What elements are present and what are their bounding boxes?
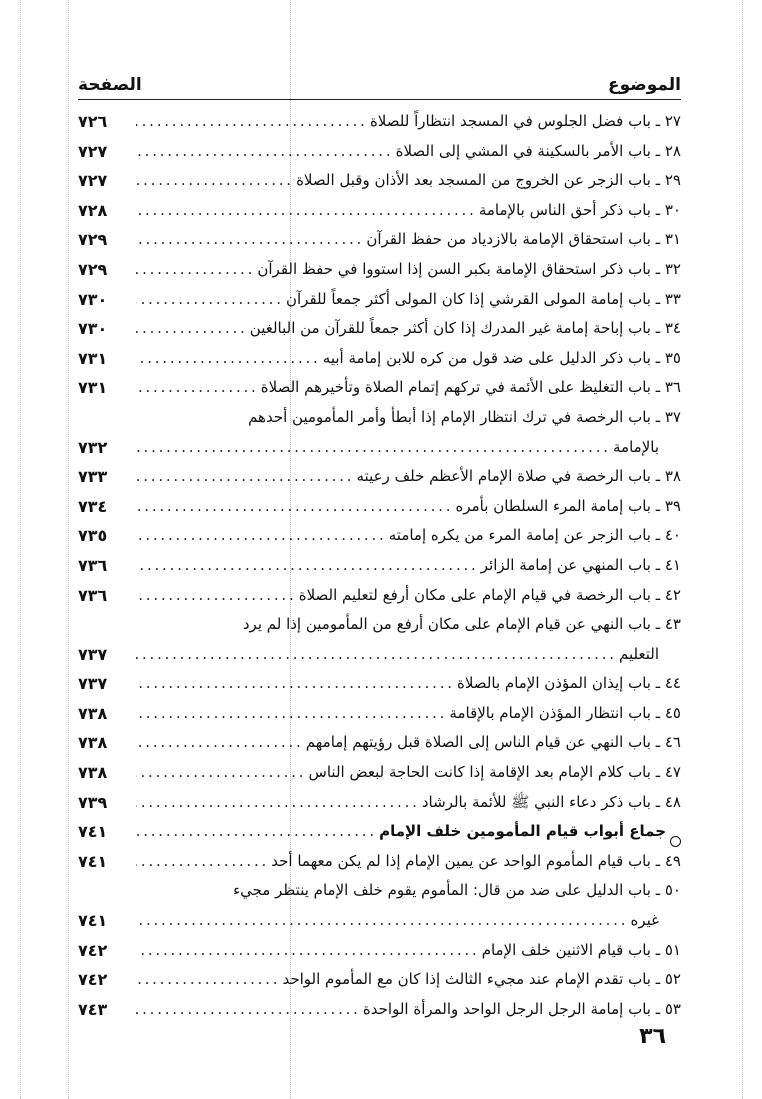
scan-artifact-line — [68, 0, 69, 1099]
toc-entry — [78, 788, 681, 818]
dot-leader — [136, 225, 360, 255]
toc-entry-page: ٧٢٧ — [78, 171, 108, 191]
dot-leader — [136, 462, 351, 492]
toc-entry — [78, 492, 681, 522]
dot-leader — [136, 640, 613, 670]
toc-entry-title: ٤٧ ـ باب كلام الإمام بعد الإقامة إذا كانت الحاجة لبعض الناس — [308, 763, 681, 782]
dot-leader — [136, 847, 265, 877]
toc-entry-title: ٣٤ ـ باب إباحة إمامة غير المدرك إذا كان أكثر جمعاً للقرآن من البالغين — [249, 319, 681, 338]
toc-entry — [78, 255, 681, 285]
toc-entry — [78, 344, 681, 374]
toc-entry — [78, 166, 681, 196]
dot-leader — [136, 581, 293, 611]
toc-entry-page: ٧٤٢ — [78, 940, 108, 960]
toc-entry-page: ٧٢٧ — [78, 141, 108, 161]
toc-entry — [78, 936, 681, 966]
dot-leader — [136, 906, 624, 936]
toc-entry-title: ٤٩ ـ باب قيام المأموم الواحد عن يمين الإمام إذا لم يكن معهما أحد — [271, 851, 681, 870]
toc-entry — [78, 995, 681, 1025]
toc-entry-title: بالإمامة — [613, 437, 659, 456]
circle-bullet-icon — [670, 836, 681, 847]
toc-entry — [78, 373, 681, 403]
dot-leader — [136, 137, 390, 167]
toc-entry — [78, 521, 681, 551]
toc-entry — [78, 640, 681, 670]
toc-entry-title: ٣١ ـ باب استحقاق الإمامة بالازدياد من حفظ القرآن — [366, 230, 681, 249]
dot-leader — [136, 255, 251, 285]
toc-entry — [78, 758, 681, 788]
toc-entry-title: ٣٦ ـ باب التغليظ على الأئمة في تركهم إتمام الصلاة وتأخيرهم الصلاة — [260, 378, 681, 397]
toc-entry — [78, 906, 681, 936]
toc-entry-page: ٧٣٠ — [78, 319, 108, 339]
toc-entry-title: ٤٦ ـ باب النهي عن قيام الناس إلى الصلاة قبل رؤيتهم إمامهم — [305, 733, 681, 752]
toc-entry-title: ٤٠ ـ باب الزجر عن إمامة المرء من يكره إمامته — [388, 526, 681, 545]
toc-entry-page: ٧٣٣ — [78, 467, 108, 487]
dot-leader — [136, 285, 280, 315]
dot-leader — [136, 936, 476, 966]
toc-entry-page: ٧٤١ — [78, 851, 108, 871]
dot-leader — [136, 314, 244, 344]
toc-entry-page: ٧٤١ — [78, 911, 108, 931]
toc-entry-title: غيره — [630, 911, 659, 930]
toc-entry — [78, 196, 681, 226]
toc-entry — [78, 669, 681, 699]
toc-entry — [78, 876, 681, 906]
toc-entry-title: التعليم — [619, 644, 659, 663]
table-of-contents — [78, 107, 681, 1024]
toc-entry-title: ٥٢ ـ باب تقدم الإمام عند مجيء الثالث إذا كان مع المأموم الواحد — [282, 970, 681, 989]
dot-leader — [136, 492, 450, 522]
toc-entry-title: ٣٨ ـ باب الرخصة في صلاة الإمام الأعظم خلف رعيته — [356, 467, 681, 486]
toc-entry — [78, 462, 681, 492]
toc-header — [78, 62, 681, 100]
toc-entry — [78, 225, 681, 255]
toc-entry-page: ٧٣٧ — [78, 674, 108, 694]
dot-leader — [136, 373, 255, 403]
dot-leader — [136, 788, 416, 818]
toc-entry-page: ٧٣٥ — [78, 526, 108, 546]
toc-entry-page: ٧٣٧ — [78, 644, 108, 664]
toc-entry — [78, 847, 681, 877]
toc-entry-title: ٢٨ ـ باب الأمر بالسكينة في المشي إلى الصلاة — [395, 141, 681, 160]
toc-entry-page: ٧٣٨ — [78, 733, 108, 753]
toc-entry — [78, 314, 681, 344]
toc-entry — [78, 581, 681, 611]
toc-entry-title: ٥٠ ـ باب الدليل على ضد من قال: المأموم يقوم خلف الإمام ينتظر مجيء — [233, 881, 681, 900]
toc-entry-page: ٧٢٩ — [78, 230, 108, 250]
toc-entry-page: ٧٣٨ — [78, 703, 108, 723]
toc-entry-page: ٧٤١ — [78, 822, 108, 842]
page-column-label: الصفحة — [78, 75, 142, 95]
dot-leader — [136, 817, 373, 847]
toc-entry — [78, 433, 681, 463]
toc-entry-title: ٤١ ـ باب المنهي عن إمامة الزائر — [480, 555, 681, 574]
page-number: ٣٦ — [639, 1024, 666, 1049]
toc-entry-title: ٣٠ ـ باب ذكر أحق الناس بالإمامة — [478, 200, 681, 219]
dot-leader — [136, 107, 364, 137]
dot-leader — [136, 995, 357, 1025]
toc-entry-title: ٤٥ ـ باب انتظار المؤذن الإمام بالإقامة — [449, 703, 681, 722]
toc-entry-title: جماع أبواب قيام المأمومين خلف الإمام — [379, 822, 666, 841]
toc-entry-title: ٢٩ ـ باب الزجر عن الخروج من المسجد بعد الأذان وقبل الصلاة — [296, 171, 681, 190]
dot-leader — [136, 551, 475, 581]
toc-entry-page: ٧٤٣ — [78, 999, 108, 1019]
toc-entry-page: ٧٢٦ — [78, 112, 108, 131]
toc-entry-page: ٧٢٨ — [78, 200, 108, 220]
toc-entry-title: ٣٩ ـ باب إمامة المرء السلطان بأمره — [455, 496, 681, 515]
toc-entry-page: ٧٣٠ — [78, 289, 108, 309]
toc-entry-page: ٧٣٤ — [78, 496, 108, 516]
toc-entry — [78, 403, 681, 433]
toc-entry-title: ٢٧ ـ باب فضل الجلوس في المسجد انتظاراً للصلاة — [369, 112, 681, 130]
toc-entry-page: ٧٤٢ — [78, 970, 108, 990]
dot-leader — [136, 728, 300, 758]
toc-entry — [78, 551, 681, 581]
toc-entry-page: ٧٣٩ — [78, 792, 108, 812]
dot-leader — [136, 965, 276, 995]
toc-entry-title: ٤٣ ـ باب النهي عن قيام الإمام على مكان أرفع من المأمومين إذا لم يرد — [242, 615, 681, 634]
toc-entry-title: ٤٨ ـ باب ذكر دعاء النبي ﷺ للأئمة بالرشاد — [421, 792, 681, 811]
toc-entry-title: ٥١ ـ باب قيام الاثنين خلف الإمام — [481, 940, 681, 959]
dot-leader — [136, 699, 443, 729]
toc-entry-title: ٣٣ ـ باب إمامة المولى القرشي إذا كان المولى أكثر جمعاً للقرآن — [285, 289, 681, 308]
toc-entry-page: ٧٣٦ — [78, 555, 108, 575]
toc-entry-title: ٥٣ ـ باب إمامة الرجل الرجل الواحد والمرأة الواحدة — [362, 999, 681, 1018]
toc-entry-title: ٤٢ ـ باب الرخصة في قيام الإمام على مكان أرفع لتعليم الصلاة — [298, 585, 681, 604]
topic-column-label: الموضوع — [608, 75, 681, 95]
toc-entry-title: ٣٢ ـ باب ذكر استحقاق الإمامة بكبر السن إذا استووا في حفظ القرآن — [257, 259, 681, 278]
dot-leader — [136, 433, 607, 463]
toc-entry — [78, 728, 681, 758]
toc-entry-title: ٣٧ ـ باب الرخصة في ترك انتظار الإمام إذا أبطأ وأمر المأمومين أحدهم — [248, 407, 681, 426]
scan-artifact-line — [20, 0, 21, 1099]
toc-entry-page: ٧٢٩ — [78, 259, 108, 279]
scan-artifact-line — [742, 0, 743, 1099]
toc-entry-page: ٧٣٦ — [78, 585, 108, 605]
toc-entry-title: ٣٥ ـ باب ذكر الدليل على ضد قول من كره للابن إمامة أبيه — [322, 348, 681, 367]
toc-entry-page: ٧٣٢ — [78, 437, 108, 457]
toc-entry — [78, 285, 681, 315]
toc-entry-page: ٧٣١ — [78, 348, 108, 368]
dot-leader — [136, 669, 451, 699]
toc-entry-page: ٧٣١ — [78, 378, 108, 398]
toc-entry — [78, 699, 681, 729]
toc-entry — [78, 965, 681, 995]
toc-entry-title: ٤٤ ـ باب إيذان المؤذن الإمام بالصلاة — [457, 674, 681, 693]
toc-entry — [78, 107, 681, 137]
toc-entry-page: ٧٣٨ — [78, 763, 108, 783]
dot-leader — [136, 166, 290, 196]
dot-leader — [136, 521, 383, 551]
dot-leader — [136, 196, 473, 226]
dot-leader — [136, 758, 303, 788]
toc-entry — [78, 137, 681, 167]
toc-entry — [78, 610, 681, 640]
dot-leader — [136, 344, 317, 374]
toc-entry — [78, 817, 681, 847]
